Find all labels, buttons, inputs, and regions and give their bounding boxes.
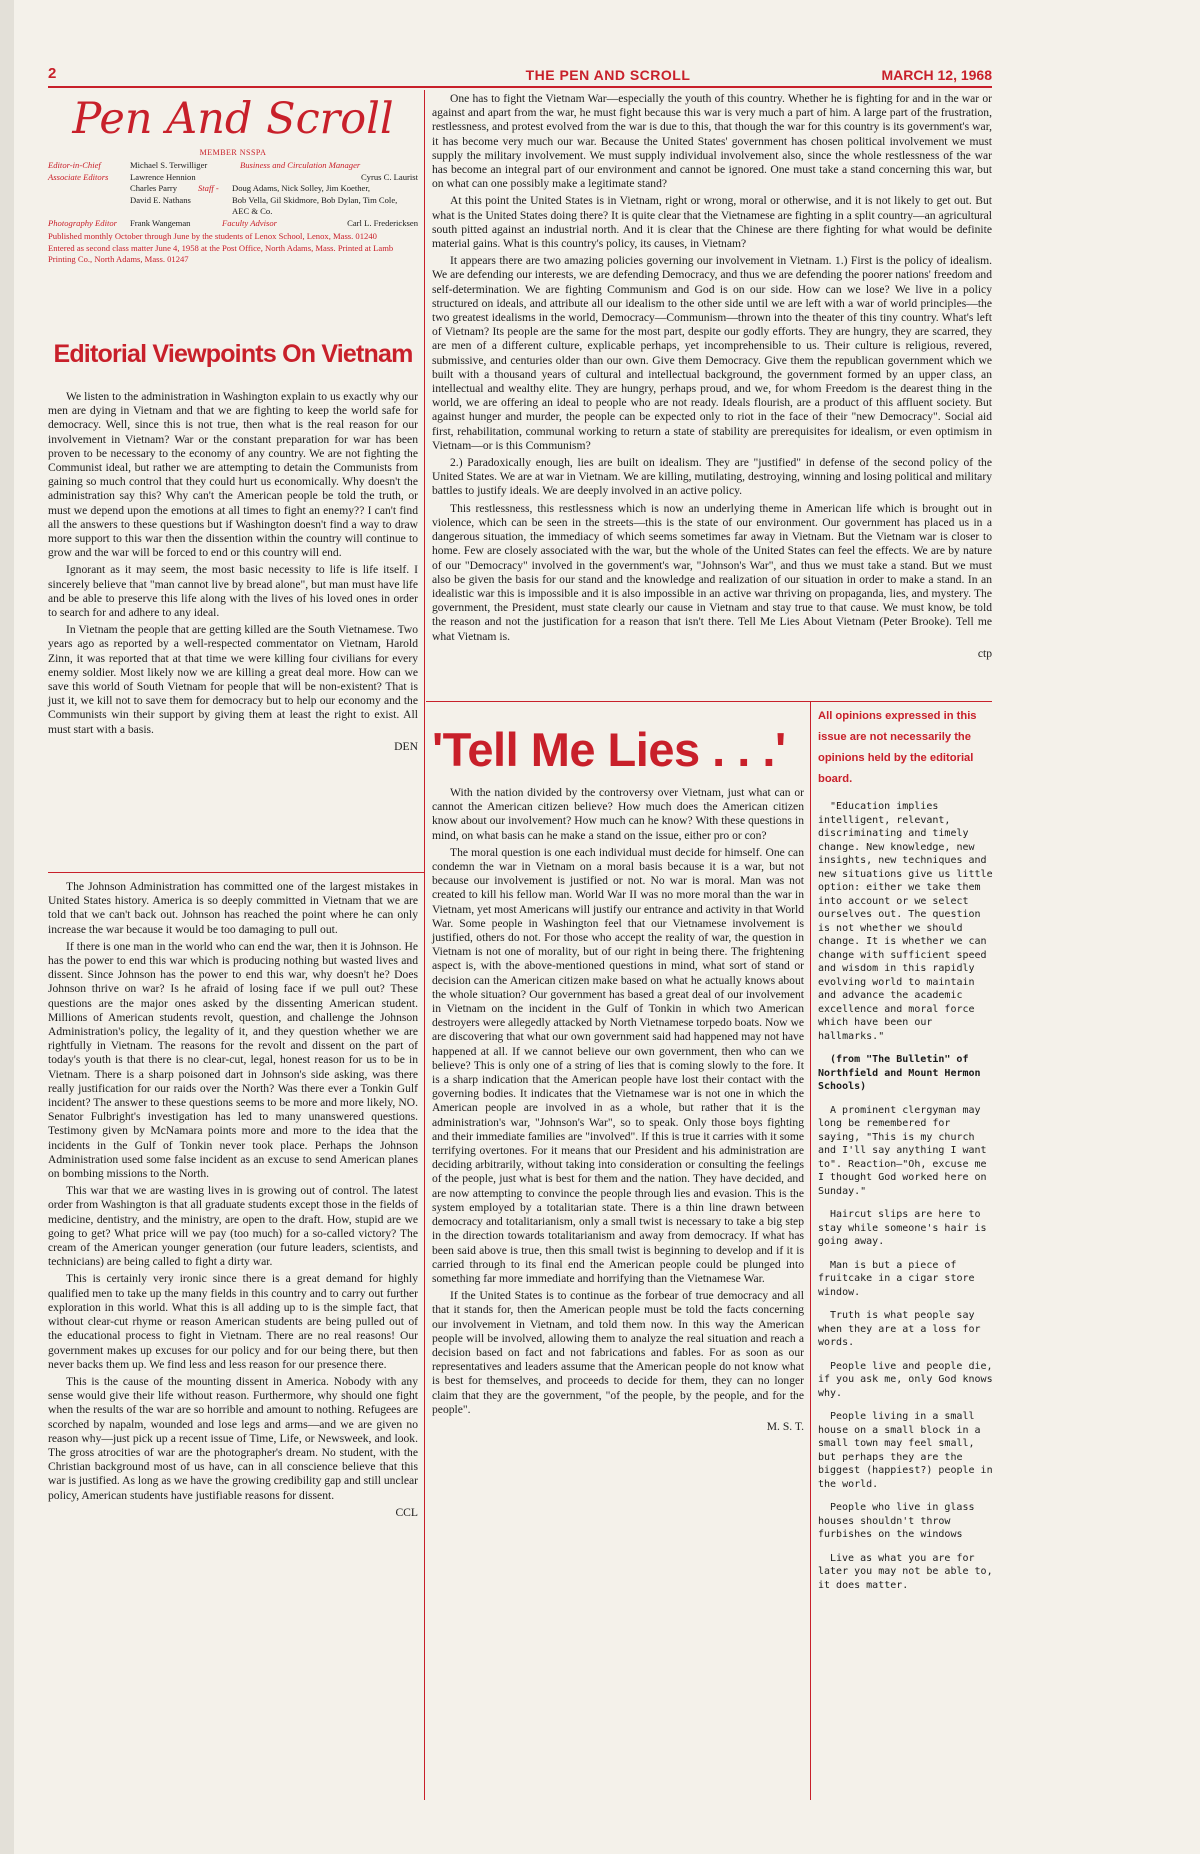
staff-box (48, 160, 418, 266)
section-rule-left (48, 872, 424, 873)
filler-item: Live as what you are for later you may not be able to, it does matter. (818, 1552, 993, 1591)
education-quote: "Education implies intelligent, relevant, discriminating and timely change. New knowledge, new insights, new techniques and new situations give us little option: either we take them into account or we select ourselves out. The question is not whether we should change. It is whether we can change with sufficient speed and wisdom in this rapidly evolving world to maintain and advance the academic excellence and moral force which have been our hallmarks." (818, 801, 993, 1042)
signature-ccl: CCL (395, 1505, 418, 1519)
page-binding-edge (0, 0, 14, 1854)
signature-den: DEN (394, 739, 418, 753)
business-manager: Cyrus C. Laurist (360, 171, 418, 182)
editor-in-chief-label: Editor-in-Chief (48, 160, 101, 170)
editorial-headline-vietnam: Editorial Viewpoints On Vietnam (53, 340, 413, 368)
associate-editor-2: Charles Parry (130, 183, 178, 193)
paragraph: This restlessness, this restlessness which is now an underlying theme in American life which is brought out in violence, which can be seen in the streets—this is the state of our environment. Our government has placed us in a dangerous situation, the immediacy of which seems sometimes far away in Vietnam. But the Vietnam war is closer to home. Few are closely associated with the war, but the whole of the United States can feel the effects. We are by nature of our "Democracy" involved in the government's war, "Johnson's War", and thus we must take a stand. But we must also be given the basis for our stand and the knowledge and realization of our situation in order to make a stand. In an idealistic war this is impossible and it is also impossible in an active war thriving on propaganda, lies, and mystery. The government, the President, must state clearly our cause in Vietnam and stay true to that cause. We must know, be told the reason and not the justification for a reason that isn't there. Tell Me Lies About Vietnam (Peter Brooke). Tell me what Vietnam is. (432, 501, 992, 643)
column-rule-left (424, 90, 425, 1800)
paragraph: This war that we are wasting lives in is growing out of control. The latest order from Washington is that all graduate students except those in the fields of medicine, dentistry, and the ministry, are open to the draft. How, stupid are we going to get? What price will we pay (too much) for a so-called victory? The cream of the American younger generation (our future leaders, scientists, and technicians) are being called to fight a dirty war. (48, 1184, 418, 1269)
paragraph: 2.) Paradoxically enough, lies are built on idealism. They are "justified" in defense of the second policy of the United States. We are at war in Vietnam. We are killing, mutilating, destroying, winning and losing political and military battles to justify ideals. We are deeply involved in an active policy. (432, 456, 992, 498)
associate-editors-label: Associate Editors (48, 171, 109, 182)
paragraph: With the nation divided by the controversy over Vietnam, just what can or cannot the American citizen believe? How much does the American citizen know about our involvement? How much can he know? With these questions in mind, on what basis can he make a stand on the issue, either pro or con? (432, 786, 804, 842)
publication-notice: Published monthly October through June by the students of Lenox School, Lenox, Mass. 01240 (48, 231, 377, 241)
paper-name: THE PEN AND SCROLL (525, 67, 691, 83)
header-rule (48, 86, 992, 88)
tell-me-lies-headline: 'Tell Me Lies . . .' (432, 723, 786, 776)
paragraph: At this point the United States is in Vietnam, right or wrong, moral or otherwise, and it is not likely to get out. But what is the United States doing there? It is quite clear that the Vietnamese are fighting in a split country—an agricultural south pitted against an industrial north. And it is clear that the Chinese are there fighting for what would be definite material gains. What is this country's policy, its causes, in Vietnam? (432, 194, 992, 251)
filler-item: Haircut slips are here to stay while someone's hair is going away. (818, 1209, 987, 1247)
paragraph: It appears there are two amazing policies governing our involvement in Vietnam. 1.) First is the policy of idealism. We are defending our interests, we are defending Democracy, and thus we are defending the poorer nations' freedom and self-determination. We are fighting Communism and God is on our side. How can we lose? We live in a policy structured on ideals, and attribute all our idealism to the other side until we are left with a war of world principles—the two greatest idealisms in the world, Democracy—Communism—thrown into the theater of this tiny country. What's left of Vietnam? Its people are the same for the most part, despite our godly efforts. They are hungry, they are scarred, they are men of a different culture, explicable perhaps, yet incomprehensible to us. Their culture is religious, revered, submissive, and centuries older than our own. Give them Democracy. Give them the republican government which we built with a thousand years of cultural and intellectual background, the government formed by an upper class, an intellectual and wealthy elite. They are hungry, perhaps proud, and we, for whom Freedom is the dearest thing in the world, we are offering an ideal to people who are not ready. Ideals flourish, are a product of this affluent society. But against hunger and murder, the people can be expected only to riot in the face of their "new Democracy". Social aid first, rehabilitation, communal working to return a state of stability are prerequisites for idealism, or even optimism in Vietnam—or is this Communism? (432, 254, 992, 452)
opinions-disclaimer: All opinions expressed in this issue are not necessarily the opinions held by the editorial board. (818, 710, 977, 785)
photography-editor-label: Photography Editor (48, 217, 117, 228)
staff-line-1: Doug Adams, Nick Solley, Jim Koether, (232, 183, 371, 193)
sidebar-column (818, 706, 994, 1602)
paragraph: One has to fight the Vietnam War—especially the youth of this country. Whether he is fighting for and in the war or against and apart from the war, he must fight because this war is very much a part of him. A large part of the frustration, restlessness, and protest evolved from the war is due to this, that though the war for this country is its government's war, it has become very much our war. Because the United States' government has chosen political involvement we must supply the military involvement. We must supply individual involvement also, since the whole restlessness of the war has become an integral part of our environment and cannot be ignored. One must take a stand concerning this war, but on what can one possibly make a legitimate stand? (432, 92, 992, 191)
paragraph: Ignorant as it may seem, the most basic necessity to life is life itself. I sincerely believe that "man cannot live by bread alone", but man must have life and be able to preserve this life along with the lives of his loved ones in order to search for and adhere to any ideal. (48, 563, 418, 620)
paragraph: This is certainly very ironic since there is a great demand for highly qualified men to take up the many fields in this country and to carry out further exploration in this world. What this is all adding up to is the simple fact, that without clear-cut rhyme or reason American students are being pulled out of the educational process to fight in Vietnam. There are no real reasons! Our government makes up excuses for our policy and for our being there, but then never backs them up. We find less and less reason for our presence there. (48, 1272, 418, 1371)
paragraph: We listen to the administration in Washington explain to us exactly why our men are dying in Vietnam and that we are fighting to keep the world safe for democracy. Well, since this is not true, then what is the real reason for our involvement in Vietnam? War or the constant preparation for war has been proven to be necessary to the economy of any country. We are not fighting the Communist ideal, but rather we are attempting to detain the Communists from gaining so much control that they could hurt us economically. Why doesn't the administration say this? Why can't the American people be told the truth, or must we depend upon the emotions at all times to fight an enemy?? I can't find all the answers to these questions but if Washington doesn't find a way to draw more support to this war then the dissention within the country will continue to grow and the war will be forced to end or this country will end. (48, 390, 418, 560)
paragraph: If the United States is to continue as the forbear of true democracy and all that it stands for, then the American people must be told the facts concerning our involvement in Vietnam, and told them now. In this way the American people will be involved, allowing them to analyze the real situation and reach a decision based on fact and not fabrications and fables. For as soon as our representatives and leaders assume that the American people do not know what is best for themselves, and proceeds to decide for them, they can no longer claim that they are the government, "of the people, by the people, and for the people". (432, 1289, 804, 1416)
business-manager-label: Business and Circulation Manager (240, 160, 361, 170)
faculty-advisor: Carl L. Fredericksen (347, 217, 418, 228)
paragraph: If there is one man in the world who can end the war, then it is Johnson. He has the power to end this war which is producing nothing but wasted lives and dissent. Since Johnson has the power to end this war, why doesn't he? Does Johnson thrive on war? Is he afraid of losing face if we pull out? These questions are the major ones asked by the dissenting American student. Millions of American students revolt, question, and challenge the Johnson Administration's policy, the legality of it, and they question whether we are rightfully in Vietnam. The reasons for the revolt and dissent on the part of today's youth is that there is no clear-cut, legal, honest reason for us to be in Vietnam. There is a sharp poisoned dart in Johnson's side asking, was there really justification for our raids over the North? Was there ever a Tonkin Gulf incident? The answer to these questions seems to be more and more likely, NO. Senator Fulbright's investigation has led to many unanswered questions. Testimony given by McNamara points more and more to the idea that the incidents in the Gulf of Tonkin never took place. Perhaps the Johnson Administration used some false incident as an excuse to send American planes on bombing missions to the North. (48, 939, 418, 1181)
paragraph: The Johnson Administration has committed one of the largest mistakes in United States history. America is so deeply committed in Vietnam that we are told that we can't back out. Johnson has reached the point where he can only increase the war because it would be too damaging to pull out. (48, 880, 418, 936)
fight-vietnam-war-body (432, 92, 992, 661)
staff-line-3: AEC & Co. (232, 206, 273, 216)
filler-item: People who live in glass houses shouldn't throw furbishes on the windows (818, 1502, 975, 1540)
staff-line-2: Bob Vella, Gil Skidmore, Bob Dylan, Tim Cole, (232, 194, 398, 205)
faculty-advisor-label: Faculty Advisor (222, 217, 277, 228)
johnson-administration-body (48, 880, 418, 1520)
filler-item: Man is but a piece of fruitcake in a cigar store window. (818, 1259, 975, 1298)
associate-editor-1: Lawrence Hennion (130, 171, 196, 182)
page-number: 2 (48, 65, 57, 82)
paragraph: This is the cause of the mounting dissent in America. Nobody with any sense would give their life without reason. Furthermore, why should one fight when the results of the war are so horrible and amount to nothing. Refugees are scorched by napalm, wounded and lose legs and arms—and we are given no reason why—just pick up a recent issue of Time, Life, or Newsweek, and look. The gross atrocities of war are the photographer's dream. No student, with the Christian background most of us have, can in all conscience believe that this war is justified. As long as we have the growing credibility gap and still unclear policy, American students have justifiable reasons for dissent. (48, 1374, 418, 1502)
column-rule-right (810, 702, 811, 1800)
filler-item: People live and people die, if you ask me, only God knows why. (818, 1360, 993, 1399)
issue-date: MARCH 12, 1968 (881, 67, 992, 83)
quote-source: (from "The Bulletin" of Northfield and Mount Hermon Schools) (818, 1054, 981, 1092)
masthead-member: MEMBER NSSPA (199, 148, 267, 157)
filler-item: A prominent clergyman may long be remembered for saying, "This is my church and I'll say anything I want to". Reaction—"Oh, excuse me I thought God worked here on Sunday." (818, 1104, 987, 1197)
masthead-title: Pen And Scroll (72, 94, 394, 144)
tell-me-lies-body (432, 786, 804, 1434)
paragraph: The moral question is one each individual must decide for himself. One can condemn the war in Vietnam on a moral basis because it is a war, but not because our involvement is justified or not. No war is moral. Man was not created to kill his fellow man. World War II was no more moral than the war in Vietnam, yet most Americans will justify our entrance and activity in that World War. Some people in Washington feel that our Vietnamese involvement is justified, others do not. For those who accept the reality of war, the question in Vietnam is not one of morality, but of our right in being there. The frightening aspect is, with the above-mentioned questions in mind, what sort of stand or decision can the American citizen make based on what he actually knows about the whole situation? Our government has based a great deal of our involvement in Vietnam on the incident in the Gulf of Tonkin in which two American destroyers were allegedly attacked by North Vietnamese torpedo boats. Now we are discovering that what our own government said had happened may not have happened at all. If we cannot believe our own government, then who can we believe? This is only one of a string of lies that is coming slowly to the fore. It is a sharp indication that the American people have lost their contact with the governing bodies. It indicates that the Vietnamese war is not one in which the American people are involved in as a whole, but rather that it is the administration's war, "Johnson's War", so to speak. Only those boys fighting and their immediate families are "involved". If this is true it carries with it some terrifying overtones. For it means that our President and his administration are deciding arbitrarily, without taking into consideration or consulting the feelings of the people, just what is best for them and the nation. They have decided, and are now attempting to convince the people through lies and evasion. This is the system employed by a totalitarian state. There is a thin line drawn between democracy and totalitarianism, only a small twist is necessary to take a big step in the direction towards totalitarianism and away from democracy. If what has been said above is true, then this small twist is beginning to develop and if it is carried through to its final end the American people could be plunged into something far more immediate and horrifying than the Vietnamese War. (432, 845, 804, 1285)
editor-in-chief: Michael S. Terwilliger (130, 160, 208, 170)
section-rule-middle (426, 701, 992, 702)
signature-mst: M. S. T. (766, 1419, 804, 1433)
entry-notice: Entered as second class matter June 4, 1958 at the Post Office, North Adams, Mass. Printed at Lamb Printing Co., North Adams, Mass. 01247 (48, 242, 394, 264)
paragraph: In Vietnam the people that are getting killed are the South Vietnamese. Two years ago as reported by a well-respected commentator on Vietnam, Harold Zinn, it was reported that at that time we were killing four civilians for every enemy soldier. Most likely now we are killing a great deal more. How can we save this world of South Vietnam for people that will be non-existent? That is just it, we kill not to save them for democracy but to help our economy and the Communists win their support by giving them at least the right to exist. All must start with a basis. (48, 623, 418, 736)
staff-label: Staff - (198, 183, 219, 193)
editorial-viewpoints-body (48, 390, 418, 754)
signature-ctp: ctp (977, 646, 992, 660)
associate-editor-3: David E. Nathans (130, 194, 191, 205)
sidebar-fillers (818, 800, 994, 1592)
photography-editor: Frank Wangeman (130, 217, 191, 228)
filler-item: People living in a small house on a small block in a small town may feel small, but perhaps they are the biggest (happiest?) people in the world. (818, 1411, 993, 1490)
filler-item: Truth is what people say when they are at a loss for words. (818, 1310, 981, 1348)
masthead (48, 90, 418, 266)
